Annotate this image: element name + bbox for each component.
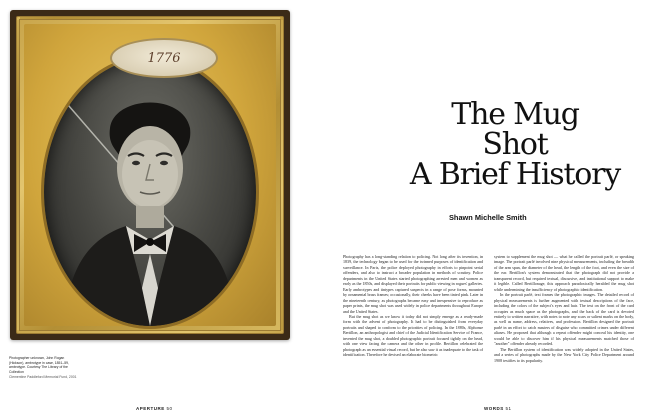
paragraph: Photography has a long-standing relation to policing. Not long after its invention, in 1839, the technology began to be used for the twinned purposes of identification and surveillance. In Paris, the police deployed photography in efforts to pinpoint serial offenders, and also to instruct a broader population in methods of scrutiny. Police departments in the United States started photographing arrested men and women as early as the 1850s, and displayed their portraits for public viewing in rogues' galleries. Early ambrotypes and tintypes captured suspects in a range of pose forms, mounted by ornamental brass frames; occasionally, their cheeks have been tinted pink. Later in the nineteenth century, as photographs became easy and inexpensive to reproduce as paper prints, the mug shot was used widely in police departments throughout Europe and the United States. bbox=[343, 254, 483, 314]
caption-credit: Clementine Paddleford Memorial Fund, 2001 bbox=[9, 375, 77, 380]
ambrotype-case-frame bbox=[10, 10, 290, 340]
paragraph: But the mug shot as we know it today did not simply emerge as a ready-made form with the advent of photography. It had to be distinguished from everyday portraits and shaped to conform to the priorities of policing. In the 1880s, Alphonse Bertillon, an anthropologist and chief of the Judicial Identification Service of France, invented the mug shot, a doubled photographic portrait focused tightly on the head, with one view facing the camera and the other in profile. Bertillon celebrated the photograph as an essential visual record, but he also saw it as inadequate to the task of identification. Therefore he devised an elaborate biometric bbox=[343, 313, 483, 358]
paragraph: The Bertillon system of identification was widely adopted in the United States, and a series of photographs made by the New York City Police Department around 1908 testifies to its popularity. bbox=[494, 346, 634, 363]
body-column-2 bbox=[494, 254, 634, 363]
paragraph: In the portrait parlé, text frames the photographic images. The detailed record of physical measurements is further augmented with textual descriptions of the face, including the colors of the subject's eyes and hair. The text on the front of the card occupies as much space as the photographs, and the back of the card is devoted entirely to written narrative, with notes to note any scars or salient marks on the body, as well as name, address, relatives, and profession. Bertillon designed the portrait parlé in an effort to catch masters of disguise who committed crimes under different aliases. He proposed that although a repeat offender might conceal his identity, one would be able to discover him if his physical measurements matched those of "another" offender already recorded. bbox=[494, 292, 634, 347]
folio-left bbox=[136, 406, 173, 411]
title-line-3: A Brief History bbox=[409, 157, 621, 192]
inscribed-paper-tag: 1776 bbox=[110, 38, 218, 78]
article-title bbox=[380, 97, 646, 192]
author-byline: Shawn Michelle Smith bbox=[449, 213, 527, 222]
portrait-photograph bbox=[44, 58, 256, 326]
body-column-1 bbox=[343, 254, 483, 358]
folio-right-page: 51 bbox=[505, 406, 512, 411]
folio-left-page: 50 bbox=[166, 406, 173, 411]
folio-left-section: APERTURE bbox=[136, 406, 165, 411]
title-line-1: The Mug bbox=[451, 97, 579, 132]
portrait-figure bbox=[44, 58, 256, 326]
folio-right bbox=[484, 406, 512, 411]
paragraph: system to supplement the mug shot — what he called the portrait parlé, or speaking image. The portrait parlé involved nine physical measurements, including the breadth of the arm span, the diameter of the head, the length of the foot, and even the size of the ear. Bertillon's system demonstrated that the photograph did not provide a transparent record, but required textual, discursive, and institutional support to make it legible. Called Bertillonage, this approach paradoxically heralded the mug shot while undermining the insufficiency of photographic identification. bbox=[494, 254, 634, 292]
folio-right-section: WORDS bbox=[484, 406, 504, 411]
caption-text: Photographer unknown, John Rogan (Hickson), ambrotype in case, 1851–59, ambrotype. Courtesy The Library of the Collection bbox=[9, 356, 69, 374]
photo-caption bbox=[9, 356, 77, 380]
title-line-2: Shot bbox=[482, 127, 548, 162]
